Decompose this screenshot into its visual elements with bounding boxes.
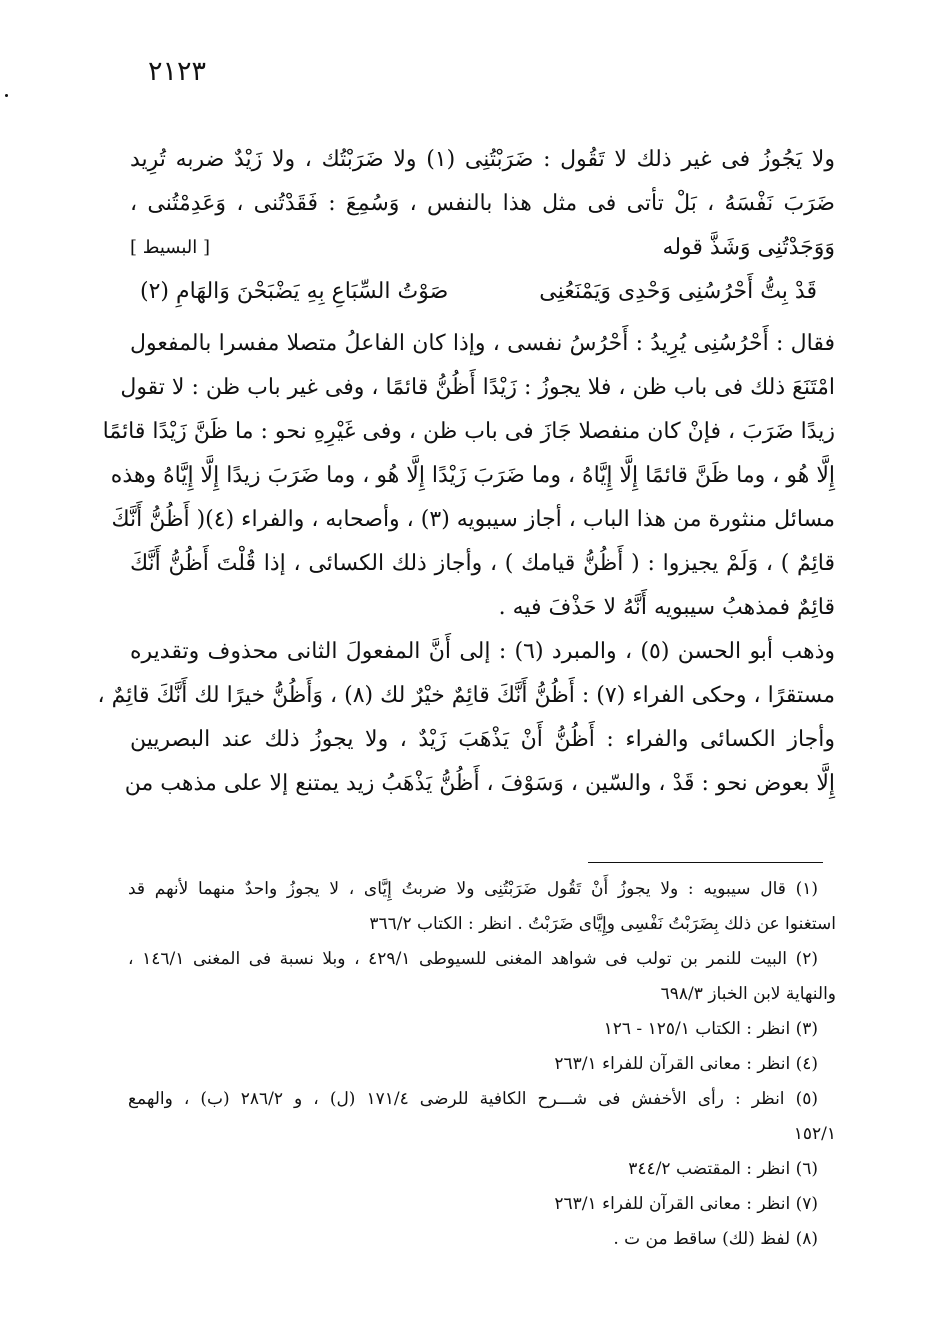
text-line: فقال : أَحْرُسُنِى يُرِيدُ : أَحْرُسُ نفسى ، وإذا كان الفاعلُ متصلا مفسرا بالمفعول (130, 331, 835, 356)
meter-label: [ البسيط ] (130, 237, 210, 258)
footnote-4: (٤) انظر : معانى القرآن للفراء ٢٦٣/١ (554, 1054, 818, 1074)
footnote-6: (٦) انظر : المقتضب ٣٤٤/٢ (628, 1159, 818, 1179)
footnote-8: (٨) لفظ (لك) ساقط من ت . (613, 1229, 818, 1249)
text-line: قائِمٌ ) ، وَلَمْ يجيزوا : ( أَظُنُّ قيامك ) ، وأجاز ذلك الكسائى ، إذا قُلْتَ أَظُنُّ أَنَّكَ (130, 551, 835, 576)
footnote-1: (١) قال سيبويه : ولا يجوزُ أَنْ تَقُول ضَرَبْتُنِى ولا ضربتُ إِيَّاى ، لا يجوزُ واحدٌ منهما لأنهم قد (128, 879, 818, 899)
footnote-2-continued: والنهاية لابن الخباز ٦٩٨/٣ (660, 984, 836, 1004)
poetry-verse (130, 270, 835, 314)
footnote-3: (٣) انظر : الكتاب ١٢٥/١ - ١٢٦ (603, 1019, 818, 1039)
text-line: امْتَنَعَ ذلك فى باب ظن ، فلا يجوزُ : زَيْدًا أَظُنُّ قائمًا ، وفى غير باب ظن : لا تقول (120, 375, 835, 400)
verse-first-hemistich: قَدْ بِتُّ أَحْرُسُنِى وَحْدِى وَيَمْنَعُنِى (539, 279, 817, 304)
footnote-5-continued: ١٥٢/١ (793, 1124, 836, 1144)
text-line: وذهب أبو الحسن (٥) ، والمبرد (٦) : إلى أَنَّ المفعولَ الثانى محذوف وتقديره (130, 639, 835, 664)
text-line-with-source (130, 226, 835, 270)
text-line: ضَرَبَ نَفْسَهُ ، بَلْ تأتى فى مثل هذا بالنفس ، وَسُمِعَ : فَقَدْتُنى ، وَعَدِمْتُنى ، (130, 191, 835, 216)
text-line: ولا يَجُوزُ فى غير ذلك لا تَقُول : ضَرَبْتُنِى (١) ولا ضَرَبْتُك ، ولا زَيْدٌ ضربه تُرِيد (130, 147, 835, 172)
verse-second-hemistich: صَوْتُ السِّبَاعِ بِهِ يَضْبَحْنَ وَالهَامِ (٢) (140, 279, 449, 304)
footnote-5: (٥) انظر : رأى الأخفش فى شـــرح الكافية للرضى ١٧١/٤ (ل) ، و ٢٨٦/٢ (ب) ، والهمع (128, 1089, 818, 1109)
footnote-1-continued: استغنوا عن ذلك بِضَرَبْتُ نَفْسِى وإِيَّاى ضَرَبْتُ . انظر : الكتاب ٣٦٦/٢ (369, 914, 836, 934)
footnote-2: (٢) البيت للنمر بن تولب فى شواهد المغنى للسيوطى ٤٢٩/١ ، وبلا نسبة فى المغنى ١٤٦/١ ، (128, 949, 819, 969)
text-segment: وَوَجَدْتُنِى وَشَذَّ قوله (662, 235, 835, 260)
text-line: مسائل منثورة من هذا الباب ، أجاز سيبويه (٣) ، وأصحابه ، والفراء (٤)( أَظُنُّ أَنَّكَ (111, 507, 835, 532)
text-line: وأجاز الكسائى والفراء : أَظُنُّ أَنْ يَذْهَبَ زَيْدٌ ، ولا يجوزُ ذلك عند البصريين (130, 727, 835, 752)
main-text (97, 138, 835, 806)
footnote-separator (588, 862, 823, 863)
text-line: إِلَّا هُو ، وما ظَنَّ قائمًا إِلَّا إِيَّاهُ ، وما ضَرَبَ زَيْدًا إِلَّا هُو ، وما ضَرَبَ زيدًا إِلَّا إِيَّاهُ وهذه (110, 463, 835, 488)
text-line: زيدًا ضَرَبَ ، فإنْ كان منفصلا جَازَ فى باب ظن ، وفى غَيْرِهِ نحو : ما ظَنَّ زَيْدًا قائمًا (102, 419, 835, 444)
footnotes (128, 872, 836, 1257)
text-line: إِلَّا بعوض نحو : قَدْ ، والسّين ، وَسَوْفَ ، أَظُنُّ يَذْهَبُ زيد يمتنع إلا على مذهب من (124, 771, 835, 796)
footnote-7: (٧) انظر : معانى القرآن للفراء ٢٦٣/١ (554, 1194, 818, 1214)
text-line: مستقرًا ، وحكى الفراء (٧) : أَظُنُّ أَنَّكَ قائِمٌ خيْرٌ لك (٨) ، وَأَظُنُّ خيرًا لك أَنَّكَ قائِمٌ ، (97, 683, 835, 708)
text-line: قائِمٌ فمذهبُ سيبويه أَنَّهُ لا حَذْفَ فيه . (498, 595, 835, 620)
margin-speck (5, 94, 8, 97)
page-number: ٢١٢٣ (148, 56, 207, 87)
